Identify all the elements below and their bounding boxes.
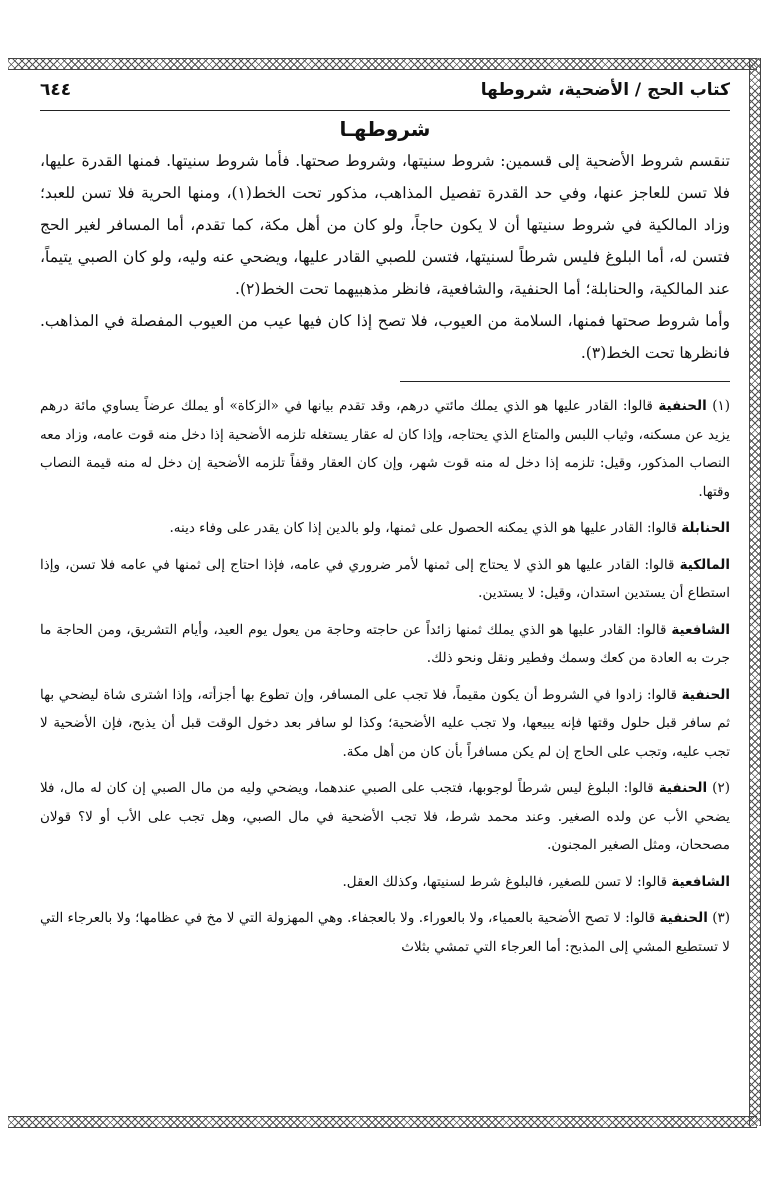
page-number: ٦٤٤ xyxy=(40,80,72,100)
footnote xyxy=(40,774,730,860)
footnote xyxy=(40,616,730,673)
main-paragraph: وأما شروط صحتها فمنها، السلامة من العيوب، فلا تصح إذا كان فيها عيب من العيوب المفصلة في المذاهب. فانظرها تحت الخط(٣). xyxy=(40,312,730,362)
school-name: المالكية xyxy=(679,556,730,573)
book-page xyxy=(40,80,730,969)
footnote xyxy=(40,868,730,897)
footnote-text: قالوا: القادر عليها هو الذي يمكنه الحصول على ثمنها، ولو بالدين إذا كان يقدر على وفاء دينه. xyxy=(169,520,677,536)
school-name: الشافعية xyxy=(671,621,730,638)
footnote xyxy=(40,551,730,608)
footnote-separator xyxy=(400,381,730,382)
footnote-number: (٢) xyxy=(712,780,730,796)
footnote-text: قالوا: القادر عليها هو الذي يملك ثمنها زائداً عن حاجته وحاجة من يعول يوم العيد، وأيام التشريق، ومن الحاجة ما جرت به العادة من كعك وسمك وفطير ونقل ونحو ذلك. xyxy=(40,621,730,666)
school-name: الحنفية xyxy=(659,910,708,926)
section-title: شروطهـا xyxy=(339,117,431,141)
footnote-number: (١) xyxy=(712,398,731,414)
running-header xyxy=(40,80,730,111)
main-text xyxy=(40,145,730,369)
main-paragraph: تنقسم شروط الأضحية إلى قسمين: شروط سنيتها، وشروط صحتها. فأما شروط سنيتها. فمنها القدرة عليها، فلا تسن للعاجز عنها، وفي حد القدرة تفصيل المذاهب، مذكور تحت الخط(١)، ومنها الحرية فلا تسن للعبد؛ وزاد المالكية في شروط سنيتها أن لا يكون حاجاً، ولو كان من أهل مكة، كما تقدم، أما المسافر لغير الحج فتسن له، أما البلوغ فليس شرطاً لسنيتها، فتسن للصبي القادر عليها، ويضحي عنه وليه، ولو كان الصبي يتيماً، عند المالكية، والحنابلة؛ أما الحنفية، والشافعية، فانظر مذهبيهما تحت الخط(٢). xyxy=(40,152,730,298)
footnote-text: قالوا: القادر عليها هو الذي يملك مائتي درهم، وقد تقدم بيانها في «الزكاة» أو يملك عرضاً يساوي مائة درهم يزيد عن مسكنه، وثياب اللبس والمتاع الذي يحتاجه، وإذا كان له عقار يستغله تلزمه الأضحية إذا دخل منه قوت عامه، وزاد معه النصاب المذكور، وقيل: تلزمه إذا دخل له منه قوت شهر، وإن كان العقار وقفاً تلزمه الأضحية إن دخل له منه قيمة النصاب وقتها. xyxy=(40,398,730,500)
top-ornamental-border xyxy=(8,58,757,70)
footnote-text: قالوا: لا تسن للصغير، فالبلوغ شرط لسنيتها، وكذلك العقل. xyxy=(342,873,668,890)
footnote xyxy=(40,392,730,506)
school-name: الحنفية xyxy=(658,398,707,414)
school-name: الشافعية xyxy=(671,873,730,890)
bottom-ornamental-border xyxy=(8,1116,757,1128)
school-name: الحنفية xyxy=(658,780,708,796)
footnote-text: قالوا: البلوغ ليس شرطاً لوجوبها، فتجب على الصبي عندهما، ويضحي وليه من مال الصبي إن كان له مال، فلا يضحي الأب عن ولده الصغير. وعند محمد شرط، فلا تجب الأضحية في مال الصبي، وهل تجب على الأب أو لا؟ قولان مصححان، ومثل الصغير المجنون. xyxy=(40,780,730,853)
school-name: الحنابلة xyxy=(681,520,730,536)
right-ornamental-border xyxy=(749,58,761,1126)
footnote xyxy=(40,681,730,767)
footnote-text: قالوا: القادر عليها هو الذي لا يحتاج إلى ثمنها لأمر ضروري في عامه، فإذا احتاج إلى ثمنها في عامه فلا تسن، وإذا استطاع أن يستدين استدان، وقيل: لا يستدين. xyxy=(40,556,730,601)
footnote xyxy=(40,904,730,961)
footnote-text: قالوا: زادوا في الشروط أن يكون مقيماً، فلا تجب على المسافر، وإن تطوع بها أجزأته، وإذا اشترى شاة ليضحي بها ثم سافر قبل حلول وقتها فإنه يبيعها، ولا تجب عليه الأضحية؛ وكذا لو سافر بعد دخول الوقت قبل أن يذبح، فإن الأضحية لا تجب عليه، وتجب على الحاج إن لم يكن مسافراً بأن كان من أهل مكة. xyxy=(40,686,730,760)
footnote xyxy=(40,514,730,543)
footnotes xyxy=(40,392,730,961)
footnote-text: قالوا: لا تصح الأضحية بالعمياء، ولا بالعوراء. ولا بالعجفاء. وهي المهزولة التي لا مخ في عظامها؛ ولا بالعرجاء التي لا تستطيع المشي إلى المذبح: أما العرجاء التي تمشي بثلاث xyxy=(40,910,730,955)
footnote-number: (٣) xyxy=(712,910,731,926)
running-title: كتاب الحج / الأضحية، شروطها xyxy=(480,80,730,100)
school-name: الحنفية xyxy=(681,686,730,703)
